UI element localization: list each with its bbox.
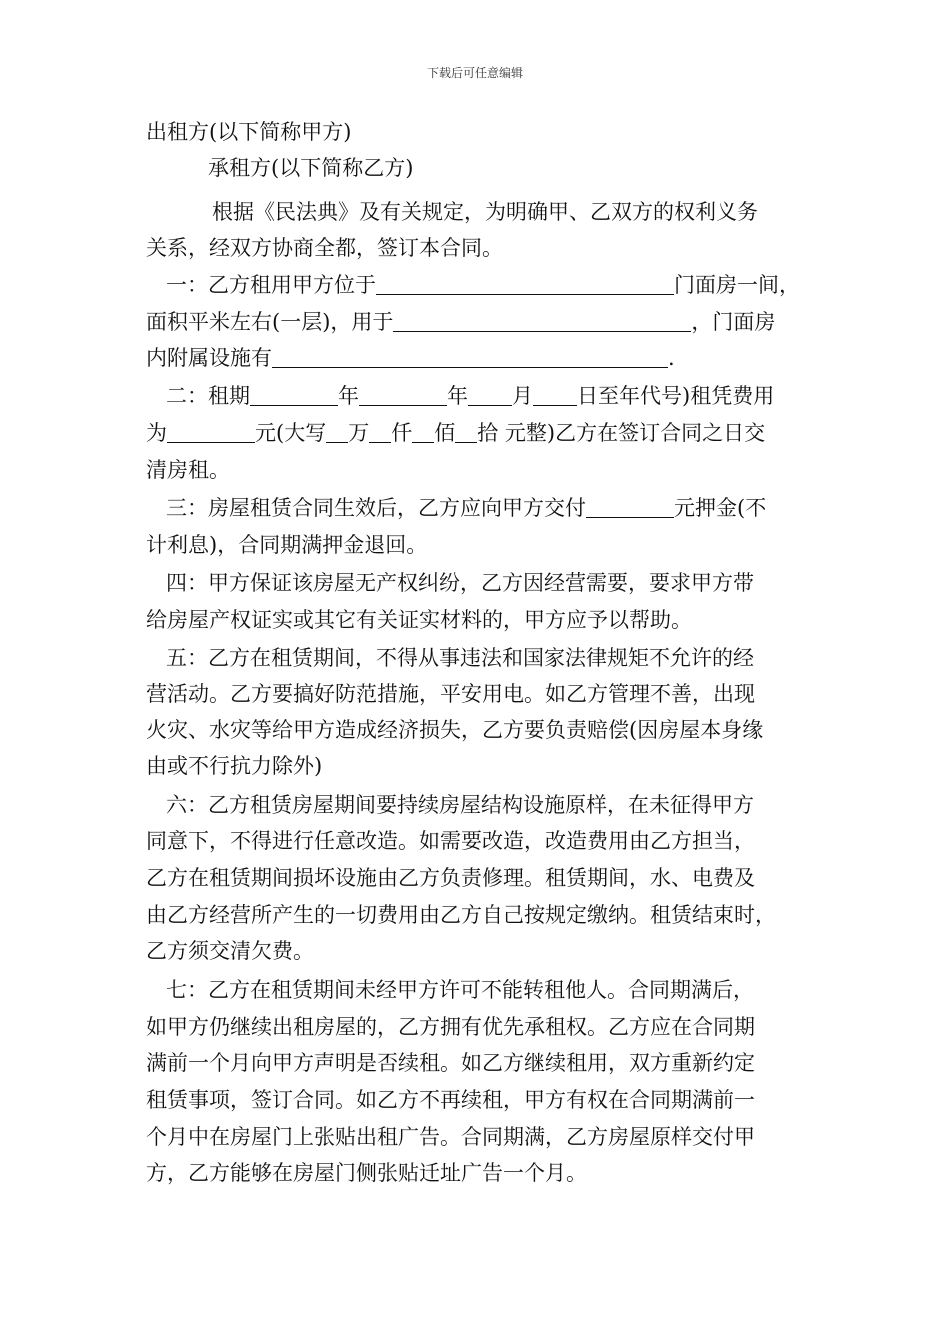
clause-3-line-2: 计利息)，合同期满押金退回。 <box>146 533 428 557</box>
clause-text: 门面房一间， <box>674 273 800 297</box>
blank-location-field[interactable] <box>376 274 674 295</box>
clause-text: 年 <box>338 384 359 408</box>
clause-7-line-5: 个月中在房屋门上张贴出租广告。合同期满，乙方房屋原样交付甲 <box>146 1125 755 1149</box>
clause-5-line-3: 火灾、水灾等给甲方造成经济损失，乙方要负责赔偿(因房屋本身缘 <box>146 718 764 742</box>
clause-text: 拾 <box>477 421 499 445</box>
clause-6-line-2: 同意下，不得进行任意改造。如需要改造，改造费用由乙方担当， <box>146 829 755 853</box>
blank-shi[interactable] <box>455 422 477 443</box>
clause-text: 日至年代号)租凭费用 <box>577 384 775 408</box>
clause-text: 万 <box>348 421 370 445</box>
clause-text: 元(大写 <box>255 421 327 445</box>
clause-2-line-1 <box>166 382 774 410</box>
clause-text: 元押金(不 <box>674 496 767 520</box>
clause-5-line-4: 由或不行抗力除外) <box>146 754 323 778</box>
clause-1-line-1 <box>166 271 800 299</box>
blank-start-year[interactable] <box>250 385 338 406</box>
clause-5-line-2: 营活动。乙方要搞好防范措施，平安用电。如乙方管理不善，出现 <box>146 682 755 706</box>
clause-text: . <box>668 346 675 370</box>
clause-2-line-2 <box>146 419 765 447</box>
clause-7-line-1: 七：乙方在租赁期间未经甲方许可不能转租他人。合同期满后， <box>166 978 754 1002</box>
clause-7-line-2: 如甲方仍继续出租房屋的，乙方拥有优先承租权。乙方应在合同期 <box>146 1015 755 1039</box>
clause-text: 二：租期 <box>166 384 250 408</box>
clause-4-line-2: 给房屋产权证实或其它有关证实材料的，甲方应予以帮助。 <box>146 608 692 632</box>
clause-7-line-4: 租赁事项，签订合同。如乙方不再续租，甲方有权在合同期满前一 <box>146 1088 755 1112</box>
clause-7-line-6: 方，乙方能够在房屋门侧张贴迁址广告一个月。 <box>146 1161 587 1185</box>
clause-text: 内附属设施有 <box>146 346 272 370</box>
preamble-line-1: 根据《民法典》及有关规定，为明确甲、乙双方的权利义务 <box>212 200 758 224</box>
blank-wan[interactable] <box>326 422 348 443</box>
clause-text: 年 <box>447 384 468 408</box>
clause-1-line-3 <box>146 344 675 372</box>
clause-text: 佰 <box>434 421 456 445</box>
blank-qian[interactable] <box>369 422 391 443</box>
clause-6-line-4: 由乙方经营所产生的一切费用由乙方自己按规定缴纳。租赁结束时， <box>146 903 776 927</box>
clause-text: 一：乙方租用甲方位于 <box>166 273 376 297</box>
clause-3-line-1 <box>166 494 766 522</box>
clause-4-line-1: 四：甲方保证该房屋无产权纠纷，乙方因经营需要，要求甲方带 <box>166 571 754 595</box>
clause-text: 月 <box>512 384 533 408</box>
lessee-line: 承租方(以下简称乙方) <box>208 156 414 180</box>
preamble-line-2: 关系，经双方协商全都，签订本合同。 <box>146 236 503 260</box>
clause-6-line-1: 六：乙方租赁房屋期间要持续房屋结构设施原样，在未征得甲方 <box>166 793 754 817</box>
clause-text: 仟 <box>391 421 413 445</box>
clause-6-line-5: 乙方须交清欠费。 <box>146 939 314 963</box>
clause-6-line-3: 乙方在租赁期间损坏设施由乙方负责修理。租赁期间，水、电费及 <box>146 866 755 890</box>
blank-deposit-amount[interactable] <box>586 497 674 518</box>
clause-7-line-3: 满前一个月向甲方声明是否续租。如乙方继续租用，双方重新约定 <box>146 1051 755 1075</box>
clause-text: 为 <box>146 421 167 445</box>
clause-text: ，门面房 <box>691 310 776 334</box>
clause-1-line-2 <box>146 308 775 336</box>
lessor-line: 出租方(以下简称甲方) <box>146 120 352 144</box>
page-header-note: 下载后可任意编辑 <box>426 66 523 80</box>
clause-text: 元整)乙方在签订合同之日交 <box>504 421 766 445</box>
blank-day[interactable] <box>533 385 577 406</box>
clause-5-line-1: 五：乙方在租赁期间，不得从事违法和国家法律规矩不允许的经 <box>166 646 754 670</box>
clause-text: 面积平米左右(一层)，用于 <box>146 310 394 334</box>
blank-bai[interactable] <box>412 422 434 443</box>
blank-rent-amount[interactable] <box>167 422 255 443</box>
clause-2-line-3: 清房租。 <box>146 458 230 482</box>
clause-text: 三：房屋租赁合同生效后，乙方应向甲方交付 <box>166 496 586 520</box>
blank-end-year[interactable] <box>359 385 447 406</box>
blank-facilities-field[interactable] <box>272 347 668 368</box>
blank-usage-field[interactable] <box>393 311 691 332</box>
blank-month[interactable] <box>468 385 512 406</box>
